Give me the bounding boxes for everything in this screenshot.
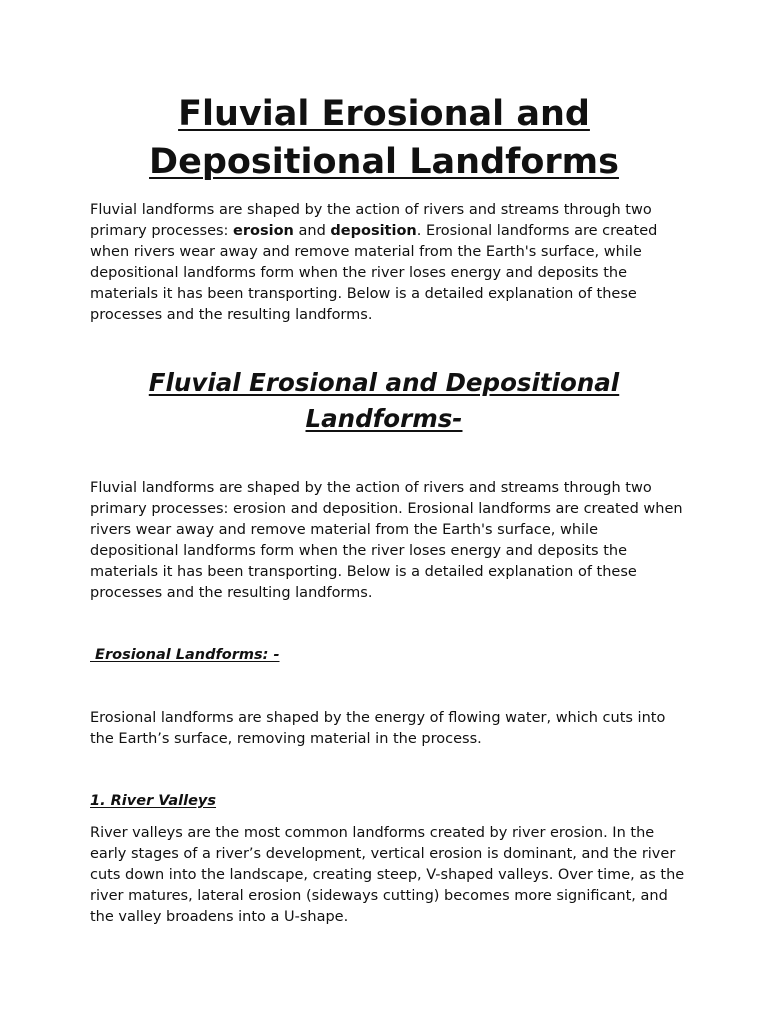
intro-text-part3: . Erosional landforms are created when rivers wear away and remove material from the Earth's surface, while depositional landforms form when the river loses energy and deposits the materials it has been transporting. Below is a detailed explanation of these processes and the resulting landforms. xyxy=(90,223,658,323)
river-valleys-paragraph: River valleys are the most common landforms created by river erosion. In the early stages of a river’s development, vertical erosion is dominant, and the river cuts down into the landscape, creating steep, V-shaped valleys. Over time, as the river matures, lateral erosion (sideways cutting) becomes more significant, and the valley broadens into a U-shape. xyxy=(90,825,685,925)
document-title: Fluvial Erosional and Depositional Landforms xyxy=(149,94,619,182)
intro-paragraph xyxy=(90,200,690,326)
intro-text-part2: and xyxy=(293,223,331,239)
intro-bold-deposition: deposition xyxy=(330,223,417,239)
erosional-landforms-heading: Erosional Landforms: - xyxy=(90,647,280,663)
river-valleys-heading: 1. River Valleys xyxy=(90,793,217,809)
section-paragraph: Fluvial landforms are shaped by the action of rivers and streams through two primary processes: erosion and deposition. Erosional landforms are created when rivers wear away and remove material from the Earth's surface, while depositional landforms form when the river loses energy and deposits the materials it has been transporting. Below is a detailed explanation of these processes and the resulting landforms. xyxy=(90,480,683,601)
intro-bold-erosion: erosion xyxy=(233,223,294,239)
intro-text-part1: Fluvial landforms are shaped by the action of rivers and streams through two primary processes: xyxy=(90,202,652,239)
erosional-paragraph: Erosional landforms are shaped by the energy of flowing water, which cuts into the Earth’s surface, removing material in the process. xyxy=(90,710,666,747)
section-title: Fluvial Erosional and Depositional Landforms- xyxy=(148,368,620,433)
